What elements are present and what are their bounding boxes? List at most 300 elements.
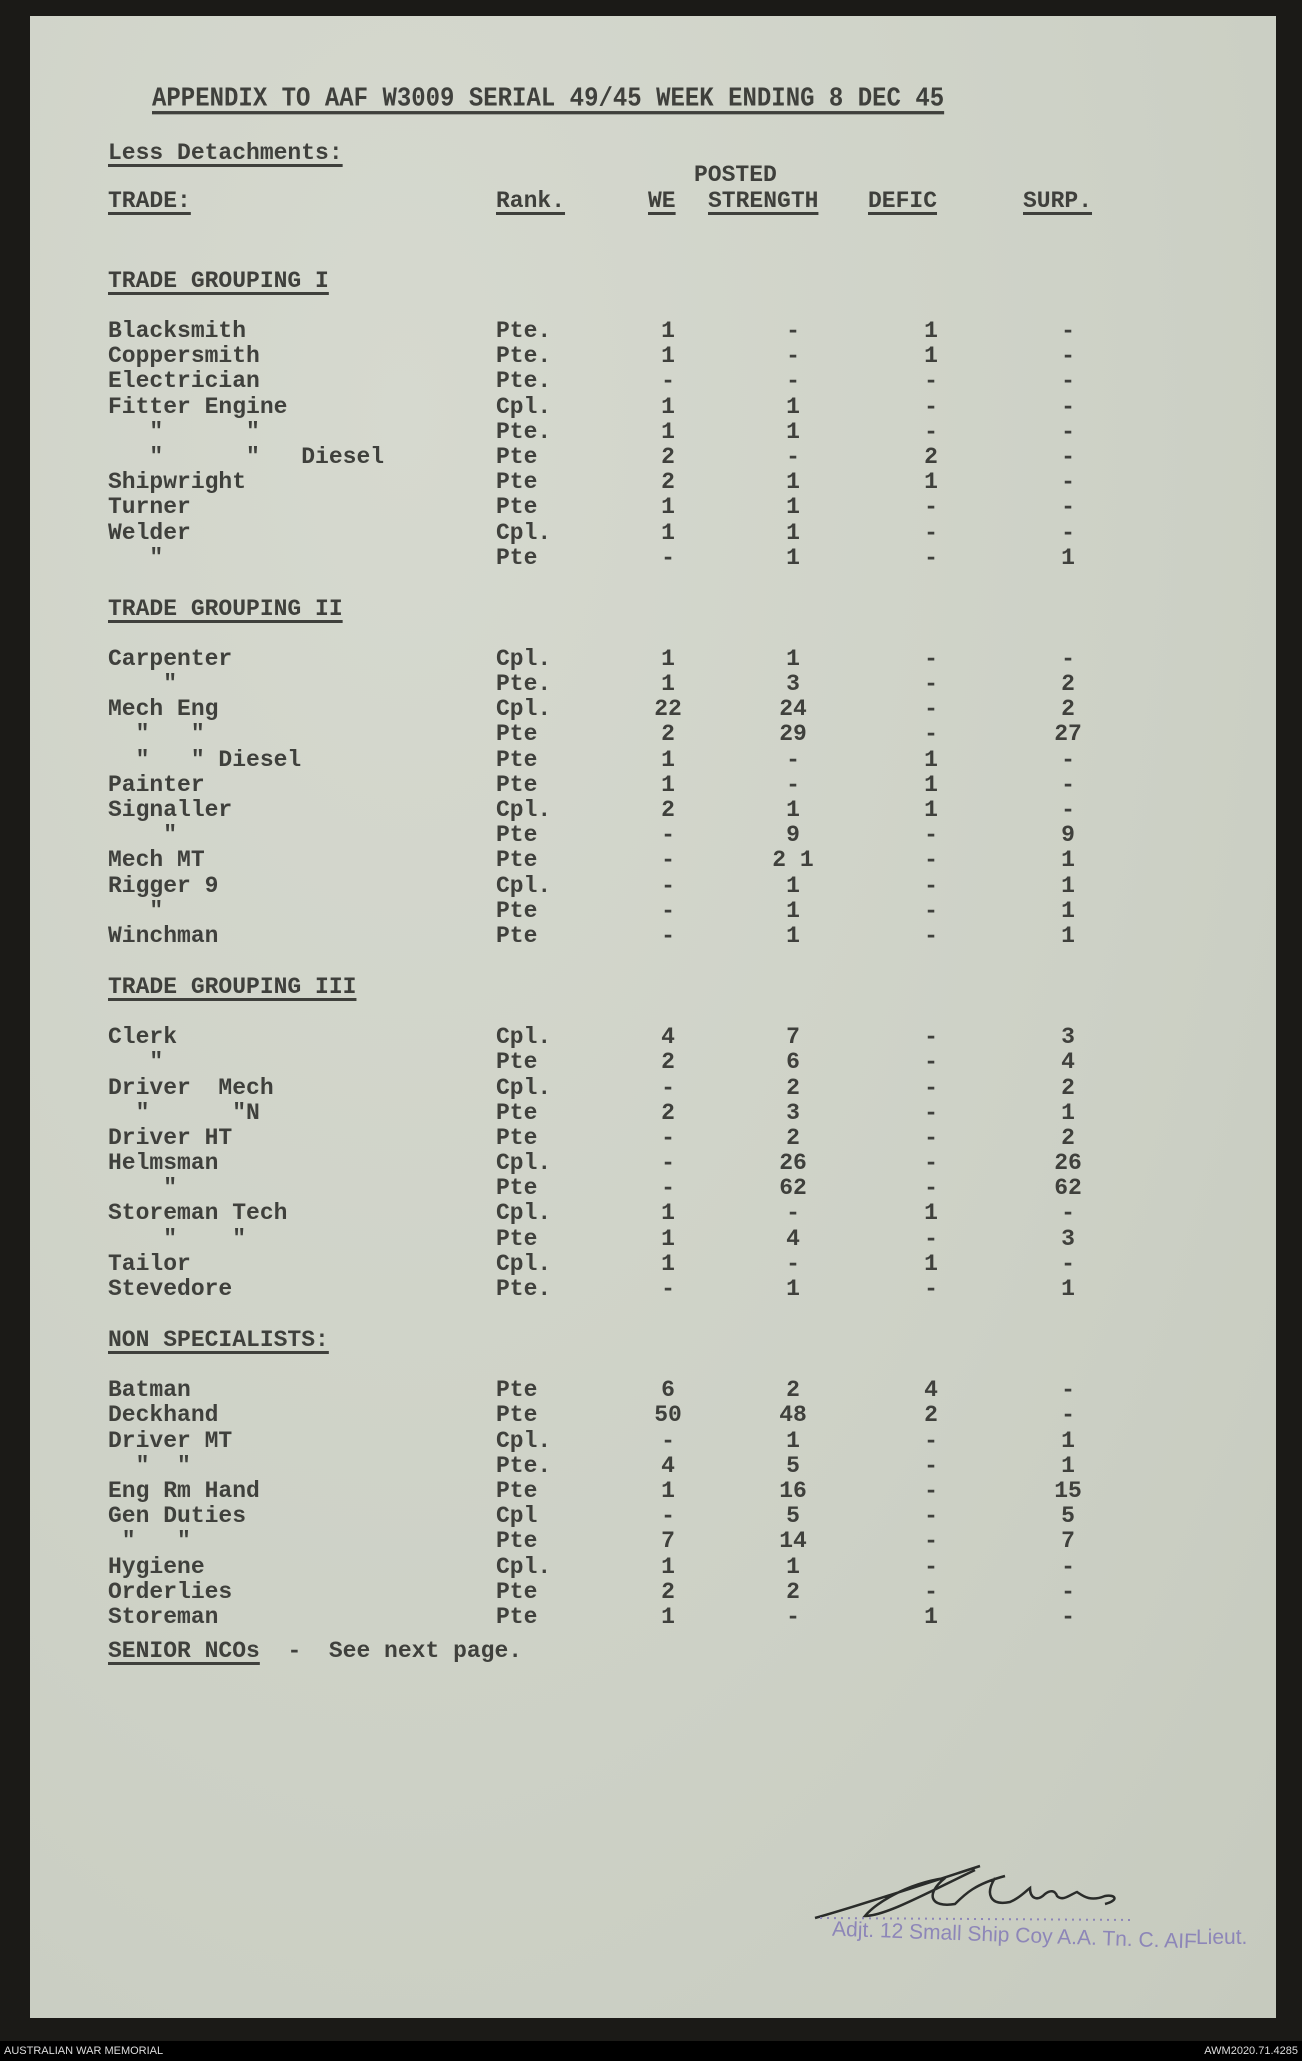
cell-rank: Pte. (496, 343, 552, 370)
cell-trade: Coppersmith (108, 343, 260, 370)
cell-surp: - (1061, 1402, 1075, 1429)
cell-rank: Pte (496, 721, 538, 748)
cell-rank: Cpl. (496, 872, 552, 899)
cell-defic: - (924, 1578, 938, 1605)
cell-rank: Pte (496, 1049, 538, 1076)
cell-defic: - (924, 1528, 938, 1555)
cell-trade: " " (108, 721, 205, 748)
cell-we: 1 (661, 393, 675, 420)
cell-we: - (661, 897, 675, 924)
cell-trade: Rigger 9 (108, 872, 219, 899)
cell-defic: - (924, 721, 938, 748)
cell-we: 1 (661, 671, 675, 698)
cell-rank: Cpl. (496, 393, 552, 420)
cell-rank: Pte (496, 1377, 538, 1404)
cell-rank: Pte (496, 1124, 538, 1151)
cell-surp: 5 (1061, 1503, 1075, 1530)
cell-trade: Carpenter (108, 645, 233, 672)
cell-defic: 1 (924, 1200, 938, 1227)
cell-rank: Pte (496, 1528, 538, 1555)
cell-defic: - (924, 544, 938, 571)
cell-trade: Storeman Tech (108, 1200, 288, 1227)
senior-ncos-text: - See next page. (287, 1638, 523, 1664)
table-row (108, 1554, 1268, 1579)
cell-strength: 1 (786, 494, 800, 521)
unit-stamp: Adjt. 12 Small Ship Coy A.A. Tn. C. AIF (831, 1917, 1198, 1954)
table-row (108, 747, 1268, 772)
cell-trade: " (108, 897, 164, 924)
table-row (108, 545, 1268, 570)
cell-surp: 1 (1061, 922, 1075, 949)
cell-we: - (661, 1150, 675, 1177)
cell-strength: 5 (786, 1452, 800, 1479)
table-row (108, 1075, 1268, 1100)
cell-trade: Turner (108, 494, 191, 521)
table-row (108, 1428, 1268, 1453)
table-row (108, 1125, 1268, 1150)
cell-surp: - (1061, 494, 1075, 521)
cell-trade: Electrician (108, 368, 260, 395)
cell-strength: 1 (786, 922, 800, 949)
cell-rank: Cpl. (496, 1553, 552, 1580)
cell-we: 7 (661, 1528, 675, 1555)
cell-strength: 7 (786, 1024, 800, 1051)
cell-rank: Pte (496, 443, 538, 470)
cell-rank: Cpl. (496, 797, 552, 823)
cell-we: - (661, 1175, 675, 1202)
cell-rank: Pte (496, 1603, 538, 1630)
table-row (108, 1150, 1268, 1175)
header-strength: STRENGTH (708, 188, 819, 214)
cell-we: 1 (661, 1553, 675, 1580)
cell-strength: 2 (786, 1377, 800, 1404)
cell-defic: - (924, 368, 938, 395)
cell-defic: - (924, 1553, 938, 1580)
cell-defic: - (924, 922, 938, 949)
cell-defic: - (924, 872, 938, 899)
cell-rank: Pte (496, 1099, 538, 1126)
cell-surp: - (1061, 318, 1075, 344)
cell-surp: - (1061, 343, 1075, 370)
cell-defic: 1 (924, 343, 938, 370)
cell-strength: 1 (786, 897, 800, 924)
cell-rank: Cpl (496, 1503, 538, 1530)
cell-strength: 1 (786, 418, 800, 445)
cell-we: 1 (661, 1200, 675, 1227)
cell-rank: Cpl. (496, 1427, 552, 1454)
cell-surp: - (1061, 469, 1075, 496)
cell-strength: 2 (786, 1124, 800, 1151)
cell-we: - (661, 1074, 675, 1101)
cell-defic: - (924, 1074, 938, 1101)
table-row (108, 1276, 1268, 1301)
cell-we: - (661, 1124, 675, 1151)
cell-rank: Pte (496, 494, 538, 521)
cell-trade: Helmsman (108, 1150, 219, 1177)
table-row (108, 772, 1268, 797)
cell-strength: - (786, 1200, 800, 1227)
cell-we: 22 (654, 696, 682, 723)
table-row (108, 923, 1268, 948)
table-row (108, 1251, 1268, 1276)
footer-bar (0, 2041, 1302, 2061)
cell-strength: 1 (786, 519, 800, 546)
cell-we: 1 (661, 771, 675, 798)
cell-strength: 6 (786, 1049, 800, 1076)
cell-surp: 2 (1061, 1124, 1075, 1151)
table-row (108, 444, 1268, 469)
cell-we: 1 (661, 645, 675, 672)
section-heading-text: TRADE GROUPING I (108, 268, 329, 294)
section-heading (108, 596, 1268, 620)
header-posted: POSTED (694, 162, 777, 188)
cell-we: - (661, 872, 675, 899)
cell-rank: Pte. (496, 671, 552, 698)
cell-defic: - (924, 822, 938, 849)
cell-strength: - (786, 343, 800, 370)
table-row (108, 1402, 1268, 1427)
table-row (108, 822, 1268, 847)
cell-trade: Shipwright (108, 469, 247, 496)
cell-strength: - (786, 1250, 800, 1277)
cell-strength: 1 (786, 645, 800, 672)
table-row (108, 671, 1268, 696)
cell-rank: Pte (496, 1225, 538, 1252)
cell-strength: 1 (786, 872, 800, 899)
cell-we: - (661, 1427, 675, 1454)
senior-ncos-label: SENIOR NCOs (108, 1638, 260, 1664)
cell-trade: Blacksmith (108, 318, 247, 344)
cell-trade: Fitter Engine (108, 393, 288, 420)
table-row (108, 1175, 1268, 1200)
cell-rank: Pte. (496, 318, 552, 344)
section-heading-text: NON SPECIALISTS: (108, 1327, 329, 1354)
cell-strength: 48 (779, 1402, 807, 1429)
cell-trade: Hygiene (108, 1553, 205, 1580)
cell-defic: - (924, 645, 938, 672)
cell-we: 1 (661, 494, 675, 521)
cell-trade: Tailor (108, 1250, 191, 1277)
cell-rank: Pte (496, 1175, 538, 1202)
cell-surp: 2 (1061, 696, 1075, 723)
cell-surp: 9 (1061, 822, 1075, 849)
cell-surp: 4 (1061, 1049, 1075, 1076)
cell-surp: - (1061, 1553, 1075, 1580)
table-row (108, 1049, 1268, 1074)
cell-trade: Painter (108, 771, 205, 798)
table-row (108, 1377, 1268, 1402)
cell-we: 1 (661, 1250, 675, 1277)
table-row (108, 1528, 1268, 1553)
cell-defic: - (924, 393, 938, 420)
table-row (108, 1579, 1268, 1604)
cell-strength: 1 (786, 1276, 800, 1302)
cell-strength: - (786, 1603, 800, 1630)
cell-we: 2 (661, 1099, 675, 1126)
cell-surp: - (1061, 368, 1075, 395)
cell-surp: 2 (1061, 671, 1075, 698)
senior-ncos-note (108, 1638, 522, 1664)
table-row (108, 520, 1268, 545)
cell-rank: Pte (496, 771, 538, 798)
cell-rank: Pte. (496, 418, 552, 445)
cell-rank: Pte (496, 1402, 538, 1429)
cell-trade: Gen Duties (108, 1503, 247, 1530)
cell-rank: Cpl. (496, 645, 552, 672)
cell-surp: - (1061, 1603, 1075, 1630)
section-heading (108, 268, 1268, 292)
subtitle: Less Detachments: (108, 140, 343, 166)
cell-rank: Cpl. (496, 1250, 552, 1277)
cell-trade: Batman (108, 1377, 191, 1404)
document-title: APPENDIX TO AAF W3009 SERIAL 49/45 WEEK ENDING 8 DEC 45 (152, 84, 945, 115)
header-defic: DEFIC (868, 188, 938, 214)
cell-we: 2 (661, 443, 675, 470)
cell-we: - (661, 822, 675, 849)
cell-defic: 2 (924, 443, 938, 470)
cell-defic: - (924, 897, 938, 924)
cell-rank: Cpl. (496, 1150, 552, 1177)
cell-defic: 1 (924, 469, 938, 496)
cell-surp: 3 (1061, 1225, 1075, 1252)
cell-defic: - (924, 1477, 938, 1504)
cell-rank: Cpl. (496, 1200, 552, 1227)
cell-rank: Pte (496, 1477, 538, 1504)
table-row (108, 1024, 1268, 1049)
table-row (108, 343, 1268, 368)
cell-strength: 1 (786, 544, 800, 571)
cell-we: - (661, 1503, 675, 1530)
cell-strength: - (786, 318, 800, 344)
cell-rank: Pte (496, 897, 538, 924)
cell-strength: 26 (779, 1150, 807, 1177)
table-row (108, 469, 1268, 494)
cell-trade: Clerk (108, 1024, 178, 1051)
table-row (108, 1478, 1268, 1503)
cell-trade: " (108, 1049, 164, 1076)
cell-defic: - (924, 1503, 938, 1530)
cell-rank: Pte (496, 1578, 538, 1605)
cell-rank: Cpl. (496, 1074, 552, 1101)
section-heading (108, 974, 1268, 1001)
header-trade: TRADE: (108, 188, 191, 214)
cell-strength: - (786, 771, 800, 798)
cell-strength: 2 (786, 1074, 800, 1101)
cell-surp: - (1061, 418, 1075, 445)
cell-strength: 3 (786, 671, 800, 698)
cell-trade: " " (108, 418, 260, 445)
cell-defic: 1 (924, 746, 938, 773)
cell-surp: 1 (1061, 872, 1075, 899)
cell-we: 2 (661, 1578, 675, 1605)
table-row (108, 419, 1268, 444)
cell-trade: " (108, 671, 178, 698)
cell-surp: 15 (1054, 1477, 1082, 1504)
cell-defic: - (924, 519, 938, 546)
cell-rank: Pte (496, 544, 538, 571)
cell-we: - (661, 1276, 675, 1302)
cell-rank: Pte (496, 822, 538, 849)
cell-trade: Signaller (108, 797, 233, 823)
cell-surp: - (1061, 443, 1075, 470)
cell-trade: " (108, 544, 164, 571)
cell-strength: 29 (779, 721, 807, 748)
trade-table (108, 242, 1268, 1629)
cell-defic: 1 (924, 318, 938, 344)
cell-strength: 1 (786, 1427, 800, 1454)
cell-trade: Winchman (108, 922, 219, 949)
cell-strength: 3 (786, 1099, 800, 1126)
table-row (108, 898, 1268, 923)
cell-trade: Deckhand (108, 1402, 219, 1429)
cell-defic: - (924, 1024, 938, 1051)
cell-defic: - (924, 1049, 938, 1076)
cell-strength: - (786, 368, 800, 395)
cell-surp: 26 (1054, 1150, 1082, 1177)
cell-defic: - (924, 494, 938, 521)
section-heading-text: TRADE GROUPING III (108, 974, 357, 1001)
document-page (30, 16, 1276, 2018)
cell-strength: - (786, 746, 800, 773)
cell-defic: - (924, 1276, 938, 1302)
cell-we: 2 (661, 469, 675, 496)
header-we: WE (648, 188, 676, 214)
cell-rank: Pte. (496, 1276, 552, 1302)
cell-surp: - (1061, 519, 1075, 546)
cell-we: 1 (661, 519, 675, 546)
cell-strength: 1 (786, 797, 800, 823)
cell-we: 1 (661, 418, 675, 445)
cell-surp: 1 (1061, 1452, 1075, 1479)
cell-trade: " " (108, 1452, 191, 1479)
cell-trade: Welder (108, 519, 191, 546)
cell-surp: 1 (1061, 897, 1075, 924)
rank-stamp: Lieut. (1196, 1926, 1248, 1949)
footer-id: AWM2020.71.4285 (1204, 2045, 1298, 2057)
cell-surp: - (1061, 1578, 1075, 1605)
cell-strength: 1 (786, 393, 800, 420)
cell-trade: " " (108, 1225, 247, 1252)
cell-surp: 62 (1054, 1175, 1082, 1202)
cell-we: 2 (661, 721, 675, 748)
cell-strength: 14 (779, 1528, 807, 1555)
cell-we: 6 (661, 1377, 675, 1404)
cell-defic: - (924, 696, 938, 723)
cell-surp: - (1061, 1200, 1075, 1227)
table-row (108, 1200, 1268, 1225)
cell-we: - (661, 922, 675, 949)
cell-we: 2 (661, 797, 675, 823)
cell-we: 1 (661, 746, 675, 773)
cell-defic: - (924, 847, 938, 874)
cell-we: 1 (661, 318, 675, 344)
cell-surp: 27 (1054, 721, 1082, 748)
cell-trade: " " Diesel (108, 746, 302, 773)
cell-surp: 1 (1061, 1427, 1075, 1454)
table-row (108, 1453, 1268, 1478)
cell-defic: 1 (924, 1250, 938, 1277)
cell-defic: - (924, 1099, 938, 1126)
section-heading-text: TRADE GROUPING II (108, 595, 343, 622)
cell-defic: 4 (924, 1377, 938, 1404)
cell-strength: 24 (779, 696, 807, 723)
table-row (108, 721, 1268, 746)
header-surp: SURP. (1023, 188, 1093, 214)
cell-trade: Driver HT (108, 1124, 233, 1151)
cell-trade: Stevedore (108, 1276, 233, 1302)
footer-source: AUSTRALIAN WAR MEMORIAL (4, 2045, 164, 2057)
section-heading (108, 1327, 1268, 1354)
cell-trade: " (108, 822, 178, 849)
cell-strength: 2 (786, 1578, 800, 1605)
cell-surp: - (1061, 393, 1075, 420)
cell-defic: 1 (924, 797, 938, 823)
cell-rank: Pte (496, 746, 538, 773)
cell-rank: Pte (496, 847, 538, 874)
cell-strength: 9 (786, 822, 800, 849)
cell-we: 2 (661, 1049, 675, 1076)
cell-defic: - (924, 1452, 938, 1479)
cell-trade: Driver MT (108, 1427, 233, 1454)
cell-strength: - (786, 443, 800, 470)
cell-strength: 16 (779, 1477, 807, 1504)
cell-defic: - (924, 418, 938, 445)
signature (805, 1864, 1135, 1924)
cell-surp: - (1061, 746, 1075, 773)
cell-rank: Pte. (496, 368, 552, 395)
cell-rank: Pte (496, 922, 538, 949)
cell-we: - (661, 544, 675, 571)
cell-trade: Mech MT (108, 847, 205, 874)
cell-we: 1 (661, 343, 675, 370)
cell-trade: Storeman (108, 1603, 219, 1630)
cell-we: - (661, 847, 675, 874)
cell-trade: " (108, 1175, 178, 1202)
cell-defic: 1 (924, 1603, 938, 1630)
cell-we: 1 (661, 1603, 675, 1630)
cell-defic: - (924, 1150, 938, 1177)
cell-we: 50 (654, 1402, 682, 1429)
cell-surp: 1 (1061, 1276, 1075, 1302)
cell-we: 1 (661, 1477, 675, 1504)
cell-trade: Orderlies (108, 1578, 233, 1605)
cell-strength: 1 (786, 469, 800, 496)
table-row (108, 1100, 1268, 1125)
table-row (108, 1604, 1268, 1629)
cell-surp: - (1061, 1377, 1075, 1404)
table-row (108, 696, 1268, 721)
table-row (108, 1503, 1268, 1528)
cell-trade: Driver Mech (108, 1074, 274, 1101)
cell-trade: " " (108, 1528, 191, 1555)
cell-surp: 7 (1061, 1528, 1075, 1555)
cell-defic: 2 (924, 1402, 938, 1429)
cell-strength: 5 (786, 1503, 800, 1530)
cell-trade: Eng Rm Hand (108, 1477, 260, 1504)
cell-we: 1 (661, 1225, 675, 1252)
cell-surp: - (1061, 645, 1075, 672)
cell-strength: 4 (786, 1225, 800, 1252)
cell-surp: 1 (1061, 847, 1075, 874)
cell-rank: Pte. (496, 1452, 552, 1479)
table-row (108, 847, 1268, 872)
cell-surp: - (1061, 797, 1075, 823)
cell-defic: - (924, 1225, 938, 1252)
cell-defic: 1 (924, 771, 938, 798)
table-row (108, 1226, 1268, 1251)
cell-surp: 3 (1061, 1024, 1075, 1051)
cell-defic: - (924, 1427, 938, 1454)
